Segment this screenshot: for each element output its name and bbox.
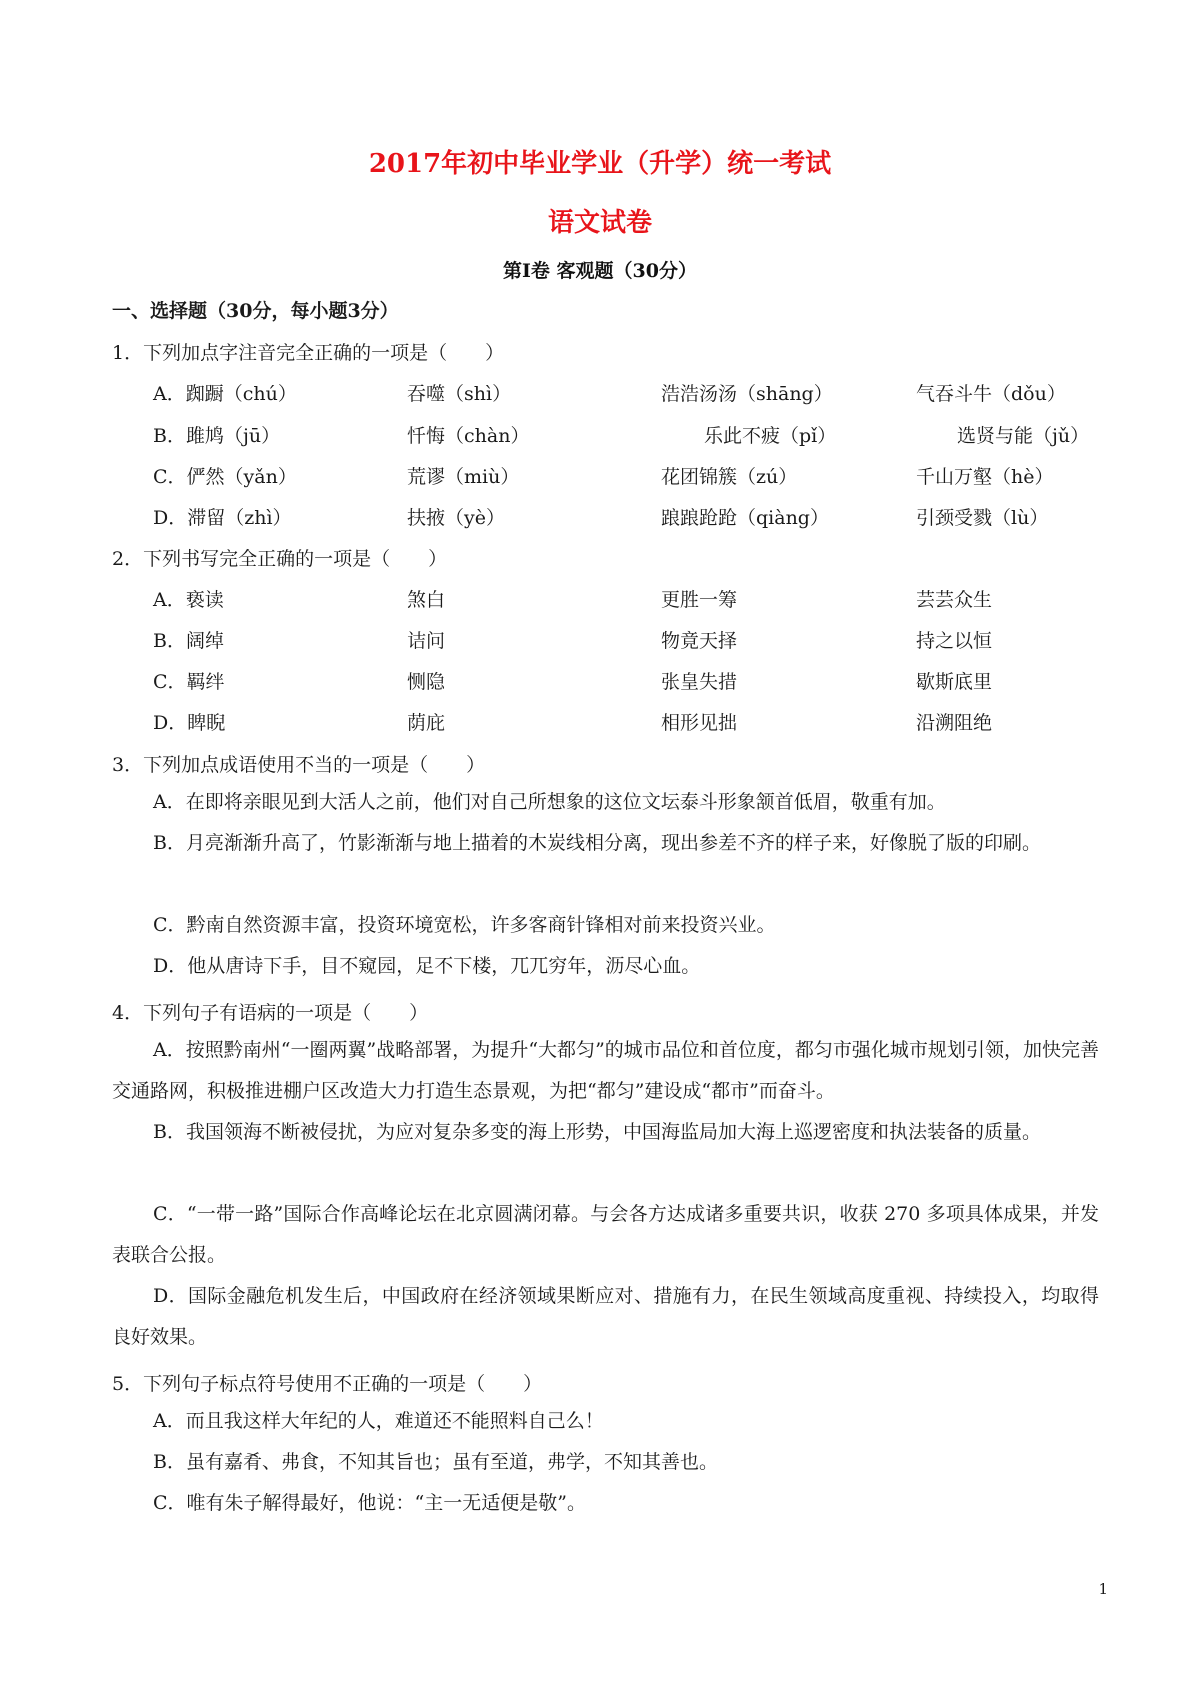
q3-option-a: A．在即将亲眼见到大活人之前，他们对自己所想象的这位文坛泰斗形象颔首低眉，敬重有加。: [153, 791, 946, 813]
q4-option-b: B．我国领海不断被侵扰，为应对复杂多变的海上形势，中国海监局加大海上巡逻密度和执法装备的质量。: [153, 1121, 1041, 1143]
q4-option-c: C．“一带一路”国际合作高峰论坛在北京圆满闭幕。与会各方达成诸多重要共识，收获 270 多项具体成果，并发表联合公报。: [112, 1203, 1099, 1266]
exam-title: 2017年初中毕业学业（升学）统一考试: [368, 149, 832, 179]
q2-option: 更胜一筹: [661, 589, 738, 611]
q2-row-a: [0, 585, 1200, 615]
exam-subtitle: 语文试卷: [547, 208, 652, 238]
q1-option: 乐此不疲（pǐ）: [704, 425, 837, 447]
question-5-stem: 5．下列句子标点符号使用不正确的一项是（ ）: [112, 1373, 543, 1395]
q2-option: 张皇失措: [661, 671, 738, 693]
q4-option-d: D．国际金融危机发生后，中国政府在经济领域果断应对、措施有力，在民生领域高度重视、持续投入，均取得良好效果。: [112, 1285, 1099, 1348]
q4-option-a: A．按照黔南州“一圈两翼”战略部署，为提升“大都匀”的城市品位和首位度，都匀市强化城市规划引领，加快完善交通路网，积极推进棚户区改造大力打造生态景观，为把“都匀”建设成“都市”而奋斗。: [112, 1039, 1099, 1102]
q1-option: A．踟蹰（chú）: [153, 383, 297, 405]
q2-option: 相形见拙: [661, 712, 738, 734]
q1-option: D．滞留（zhì）: [153, 507, 292, 529]
part-heading: 第Ⅰ卷 客观题（30分）: [503, 260, 697, 282]
q1-option: C．俨然（yǎn）: [153, 466, 297, 488]
q1-option: 踉踉跄跄（qiàng）: [661, 507, 829, 529]
q2-option: 煞白: [407, 589, 446, 611]
q1-row-d: [0, 503, 1200, 533]
q2-option: 歇斯底里: [916, 671, 993, 693]
q2-option: 物竟天择: [661, 630, 738, 652]
q1-option: 引颈受戮（lù）: [916, 507, 1049, 529]
q2-option: C．羁绊: [153, 671, 225, 693]
q1-option: 气吞斗牛（dǒu）: [916, 383, 1066, 405]
q1-row-c: [0, 462, 1200, 492]
q1-option: 吞噬（shì）: [407, 383, 512, 405]
question-2-stem: 2．下列书写完全正确的一项是（ ）: [112, 548, 448, 570]
q3-option-d: D．他从唐诗下手，目不窥园，足不下楼，兀兀穷年，沥尽心血。: [153, 955, 701, 977]
q2-option: 荫庇: [407, 712, 446, 734]
q5-option-a: A．而且我这样大年纪的人，难道还不能照料自己么！: [153, 1410, 604, 1432]
q2-row-d: [0, 708, 1200, 738]
q1-option: 荒谬（miù）: [407, 466, 520, 488]
q1-row-a: [0, 379, 1200, 409]
page-number: 1: [1098, 1580, 1108, 1598]
q1-row-b: [0, 421, 1200, 451]
q1-option: B．雎鸠（jū）: [153, 425, 281, 447]
q3-option-c: C．黔南自然资源丰富，投资环境宽松，许多客商针锋相对前来投资兴业。: [153, 914, 776, 936]
q2-option: 诘问: [407, 630, 446, 652]
q2-row-c: [0, 667, 1200, 697]
q2-option: 芸芸众生: [916, 589, 993, 611]
q2-option: 恻隐: [407, 671, 446, 693]
q2-option: A．亵读: [153, 589, 224, 611]
question-4-stem: 4．下列句子有语病的一项是（ ）: [112, 1002, 429, 1024]
q3-option-b: B．月亮渐渐升高了，竹影渐渐与地上描着的木炭线相分离，现出参差不齐的样子来，好像脱了版的印刷。: [153, 832, 1041, 854]
q5-option-b: B．虽有嘉肴、弗食，不知其旨也；虽有至道，弗学，不知其善也。: [153, 1451, 718, 1473]
q2-option: D．睥睨: [153, 712, 226, 734]
q2-row-b: [0, 626, 1200, 656]
q5-option-c: C．唯有朱子解得最好，他说：“主一无适便是敬”。: [153, 1492, 586, 1514]
q2-option: 沿溯阻绝: [916, 712, 993, 734]
section-heading: 一、选择题（30分，每小题3分）: [112, 300, 399, 322]
q1-option: 选贤与能（jǔ）: [957, 425, 1090, 447]
q2-option: 持之以恒: [916, 630, 993, 652]
q1-option: 花团锦簇（zú）: [661, 466, 798, 488]
question-1-stem: 1．下列加点字注音完全正确的一项是（ ）: [112, 342, 505, 364]
q1-option: 千山万壑（hè）: [916, 466, 1054, 488]
q1-option: 忏悔（chàn）: [407, 425, 530, 447]
q1-option: 浩浩汤汤（shāng）: [661, 383, 833, 405]
q1-option: 扶掖（yè）: [407, 507, 505, 529]
q2-option: B．阔绰: [153, 630, 224, 652]
question-3-stem: 3．下列加点成语使用不当的一项是（ ）: [112, 754, 486, 776]
